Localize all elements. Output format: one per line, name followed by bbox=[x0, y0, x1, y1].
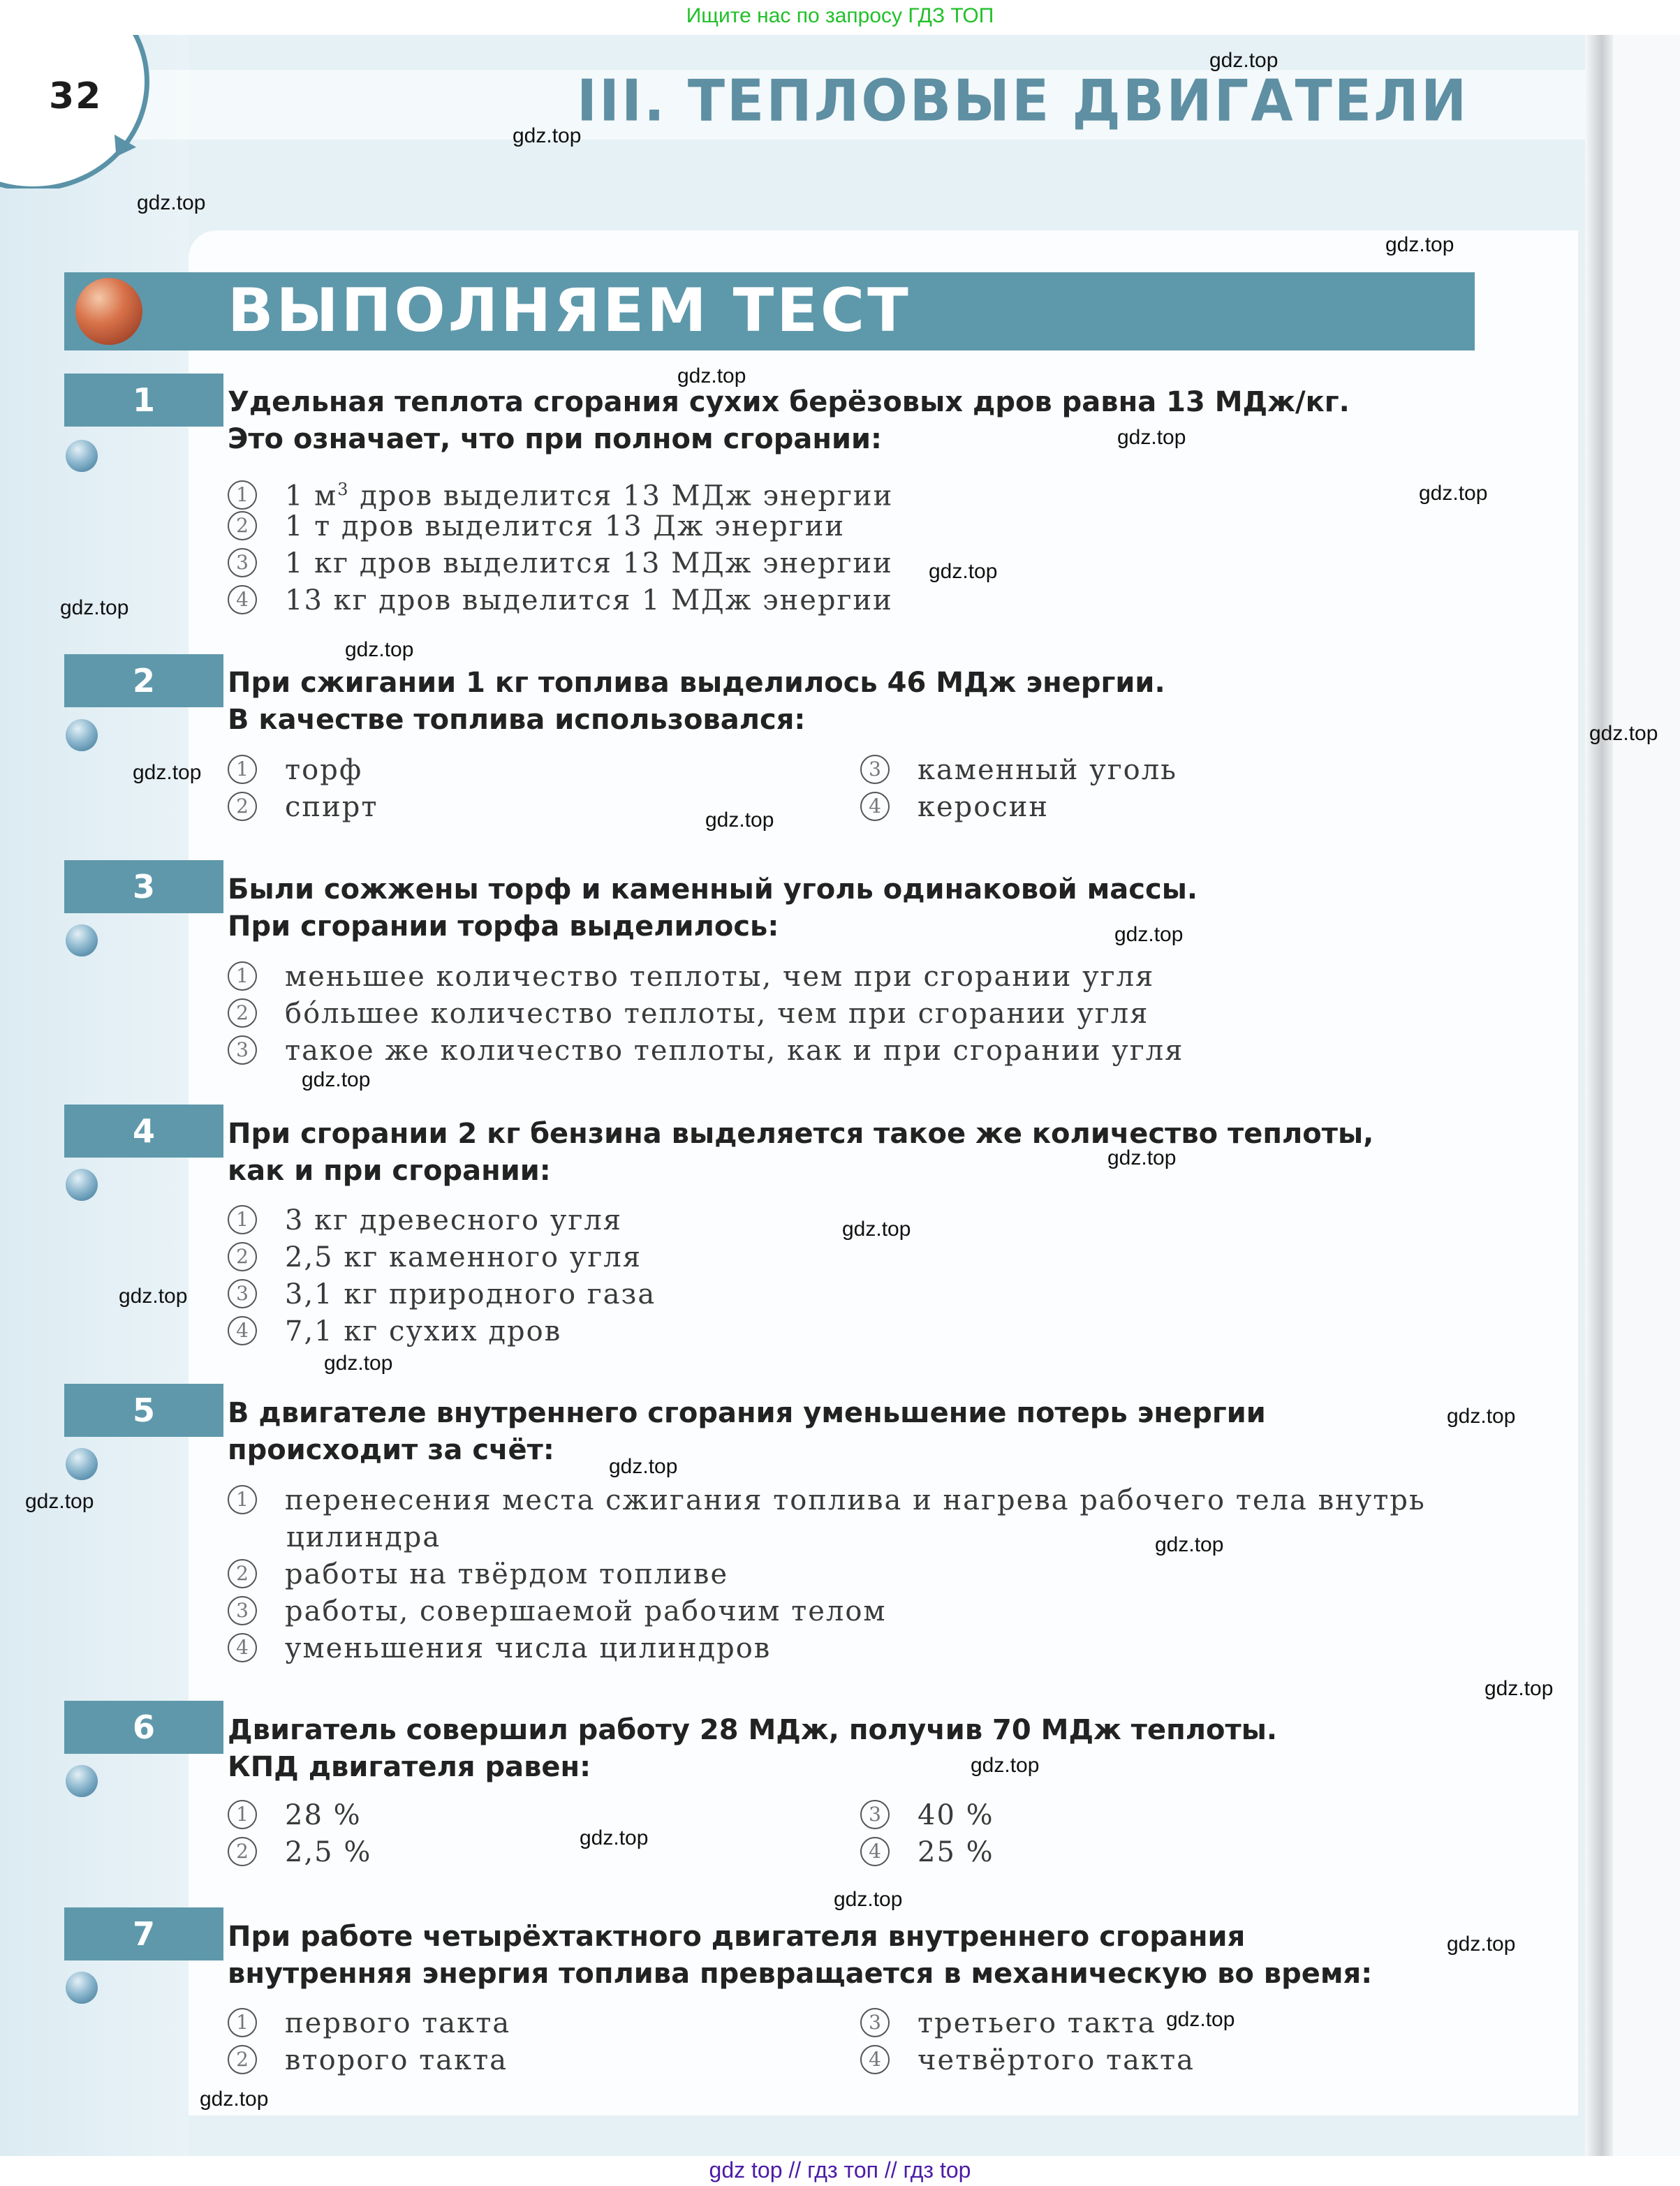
option-text: цилиндра bbox=[286, 1521, 441, 1553]
answer-option[interactable] bbox=[228, 959, 1154, 996]
option-text: спирт bbox=[285, 791, 378, 823]
option-number-circle: 1 bbox=[228, 1800, 257, 1829]
option-number-circle: 3 bbox=[228, 548, 257, 577]
option-text: 25 % bbox=[918, 1836, 994, 1868]
question-number-tab: 5 bbox=[64, 1384, 223, 1437]
watermark: gdz.top bbox=[60, 596, 129, 619]
question-number-tab: 6 bbox=[64, 1701, 223, 1754]
option-number-circle: 2 bbox=[228, 998, 257, 1028]
option-text: дров выделится 13 МДж энергии bbox=[349, 480, 894, 512]
watermark: gdz.top bbox=[200, 2088, 269, 2111]
question-text bbox=[228, 1395, 1266, 1469]
watermark: gdz.top bbox=[1484, 1677, 1554, 1700]
blue-ball-icon bbox=[66, 440, 98, 472]
footer-text: gdz top // гдз топ // гдз top bbox=[709, 2157, 971, 2183]
search-banner-text: Ищите нас по запросу ГДЗ ТОП bbox=[686, 4, 994, 27]
blue-ball-icon bbox=[66, 924, 98, 957]
option-number-circle: 3 bbox=[228, 1596, 257, 1625]
option-text: торф bbox=[285, 754, 363, 786]
watermark: gdz.top bbox=[1589, 722, 1658, 745]
option-text: перенесения места сжигания топлива и нагрева рабочего тела внутрь bbox=[285, 1484, 1426, 1516]
option-number-circle: 2 bbox=[228, 2045, 257, 2074]
section-title: ВЫПОЛНЯЕМ ТЕСТ bbox=[228, 276, 911, 346]
answer-option[interactable] bbox=[228, 1482, 1426, 1519]
watermark: gdz.top bbox=[345, 638, 414, 661]
answer-option[interactable] bbox=[228, 1797, 362, 1834]
option-text: керосин bbox=[918, 791, 1049, 823]
watermark: gdz.top bbox=[119, 1285, 188, 1308]
option-text: работы, совершаемой рабочим телом bbox=[285, 1595, 887, 1627]
option-text: четвёртого такта bbox=[918, 2044, 1195, 2076]
option-number-circle: 4 bbox=[860, 792, 890, 821]
question-line: Удельная теплота сгорания сухих берёзовых дров равна 13 МДж/кг. bbox=[228, 386, 1350, 418]
watermark: gdz.top bbox=[302, 1068, 371, 1091]
question-text bbox=[228, 871, 1198, 945]
watermark: gdz.top bbox=[1209, 49, 1279, 72]
option-number-circle: 2 bbox=[228, 1559, 257, 1588]
option-number-circle: 3 bbox=[860, 1800, 890, 1829]
option-number-circle: 2 bbox=[228, 511, 257, 540]
question-text bbox=[228, 1919, 1372, 1993]
option-number-circle: 2 bbox=[228, 792, 257, 821]
answer-option[interactable] bbox=[228, 1593, 887, 1630]
answer-option[interactable] bbox=[860, 2005, 1156, 2042]
book-spine bbox=[1585, 35, 1613, 2157]
answer-option[interactable] bbox=[228, 1033, 1184, 1070]
option-text: работы на твёрдом топливе bbox=[285, 1558, 729, 1590]
option-number-circle: 1 bbox=[228, 2008, 257, 2037]
option-text: 40 % bbox=[918, 1799, 994, 1831]
option-text: 1 т дров выделится 13 Дж энергии bbox=[285, 510, 846, 542]
option-number-circle: 1 bbox=[228, 480, 257, 510]
option-number-circle: 3 bbox=[860, 755, 890, 784]
option-number-circle: 1 bbox=[228, 1205, 257, 1234]
watermark: gdz.top bbox=[971, 1754, 1040, 1777]
question-number-tab: 1 bbox=[64, 374, 223, 427]
option-text: 2,5 кг каменного угля bbox=[285, 1241, 642, 1273]
answer-option-continuation bbox=[286, 1519, 441, 1556]
answer-option[interactable] bbox=[228, 1276, 656, 1313]
watermark: gdz.top bbox=[1166, 2008, 1235, 2031]
watermark: gdz.top bbox=[609, 1455, 678, 1478]
answer-option[interactable] bbox=[228, 1630, 771, 1667]
answer-option[interactable] bbox=[228, 789, 378, 826]
search-banner bbox=[0, 0, 1680, 35]
footer-links bbox=[0, 2156, 1680, 2186]
question-line: При сжигании 1 кг топлива выделилось 46 МДж энергии. bbox=[228, 667, 1165, 699]
option-text: 28 % bbox=[285, 1799, 362, 1831]
option-text: 13 кг дров выделится 1 МДж энергии bbox=[285, 584, 893, 616]
option-text: первого такта bbox=[285, 2007, 511, 2039]
blue-ball-icon bbox=[66, 1765, 98, 1797]
option-number-circle: 3 bbox=[228, 1279, 257, 1308]
question-text bbox=[228, 665, 1165, 739]
blue-ball-icon bbox=[66, 1972, 98, 2004]
watermark: gdz.top bbox=[834, 1888, 903, 1911]
option-text: третьего такта bbox=[918, 2007, 1156, 2039]
option-number-circle: 4 bbox=[228, 1316, 257, 1345]
option-number-circle: 3 bbox=[228, 1035, 257, 1065]
next-page-edge bbox=[1613, 35, 1680, 2157]
watermark: gdz.top bbox=[1447, 1933, 1516, 1956]
option-text: бо́льшее количество теплоты, чем при сгорании угля bbox=[285, 998, 1149, 1030]
option-number-circle: 4 bbox=[228, 585, 257, 614]
option-text: каменный уголь bbox=[918, 754, 1177, 786]
answer-option[interactable] bbox=[228, 508, 845, 545]
question-text bbox=[228, 1712, 1277, 1786]
answer-option[interactable] bbox=[228, 996, 1149, 1033]
question-number-tab: 2 bbox=[64, 654, 223, 707]
option-text: 1 м bbox=[285, 480, 338, 512]
option-text: 1 кг дров выделится 13 МДж энергии bbox=[285, 547, 893, 579]
watermark: gdz.top bbox=[513, 124, 582, 147]
answer-option[interactable] bbox=[228, 1556, 728, 1593]
question-line: Это означает, что при полном сгорании: bbox=[228, 423, 883, 455]
watermark: gdz.top bbox=[1419, 482, 1488, 505]
watermark: gdz.top bbox=[705, 808, 774, 832]
answer-option[interactable] bbox=[228, 2042, 508, 2079]
question-number-tab: 4 bbox=[64, 1105, 223, 1158]
question-line: В качестве топлива использовался: bbox=[228, 704, 806, 736]
chapter-title: III. ТЕПЛОВЫЕ ДВИГАТЕЛИ bbox=[577, 68, 1469, 135]
answer-option[interactable] bbox=[860, 1834, 994, 1871]
answer-option[interactable] bbox=[228, 582, 893, 619]
watermark: gdz.top bbox=[25, 1490, 94, 1513]
watermark: gdz.top bbox=[677, 364, 746, 387]
answer-option[interactable] bbox=[228, 1313, 561, 1350]
question-line: При сгорании торфа выделилось: bbox=[228, 910, 779, 943]
answer-option[interactable] bbox=[860, 752, 1177, 789]
option-number-circle: 1 bbox=[228, 961, 257, 991]
question-line: При сгорании 2 кг бензина выделяется такое же количество теплоты, bbox=[228, 1118, 1374, 1150]
watermark: gdz.top bbox=[133, 761, 202, 784]
answer-option[interactable] bbox=[860, 2042, 1195, 2079]
question-line: При работе четырёхтактного двигателя внутреннего сгорания bbox=[228, 1921, 1246, 1953]
option-text: такое же количество теплоты, как и при сгорании угля bbox=[285, 1035, 1184, 1067]
blue-ball-icon bbox=[66, 1169, 98, 1201]
watermark: gdz.top bbox=[929, 560, 998, 583]
option-number-circle: 4 bbox=[860, 2045, 890, 2074]
question-line: происходит за счёт: bbox=[228, 1434, 554, 1466]
superscript: 3 bbox=[337, 480, 350, 499]
answer-option[interactable] bbox=[228, 1239, 642, 1276]
option-number-circle: 1 bbox=[228, 1485, 257, 1514]
answer-option[interactable] bbox=[228, 2005, 510, 2042]
option-number-circle: 1 bbox=[228, 755, 257, 784]
orange-ball-icon bbox=[75, 278, 142, 345]
answer-option[interactable] bbox=[228, 1834, 371, 1871]
blue-ball-icon bbox=[66, 719, 98, 751]
option-text: 3 кг древесного угля bbox=[285, 1204, 622, 1236]
question-line: Двигатель совершил работу 28 МДж, получив 70 МДж теплоты. bbox=[228, 1714, 1278, 1746]
question-line: внутренняя энергия топлива превращается в механическую во время: bbox=[228, 1958, 1373, 1990]
watermark: gdz.top bbox=[1114, 923, 1184, 946]
blue-ball-icon bbox=[66, 1448, 98, 1480]
option-number-circle: 3 bbox=[860, 2008, 890, 2037]
watermark: gdz.top bbox=[137, 191, 206, 214]
watermark: gdz.top bbox=[1117, 426, 1186, 449]
watermark: gdz.top bbox=[580, 1826, 649, 1849]
watermark: gdz.top bbox=[1385, 233, 1454, 256]
option-number-circle: 4 bbox=[228, 1633, 257, 1662]
option-text: 3,1 кг природного газа bbox=[285, 1278, 656, 1310]
watermark: gdz.top bbox=[1107, 1146, 1177, 1169]
option-text: 7,1 кг сухих дров bbox=[285, 1315, 562, 1347]
answer-option[interactable] bbox=[860, 1797, 994, 1834]
question-line: как и при сгорании: bbox=[228, 1155, 551, 1187]
question-text bbox=[228, 1116, 1373, 1190]
option-number-circle: 2 bbox=[228, 1837, 257, 1866]
answer-option[interactable] bbox=[860, 789, 1049, 826]
question-number-tab: 3 bbox=[64, 860, 223, 913]
watermark: gdz.top bbox=[842, 1218, 911, 1241]
watermark: gdz.top bbox=[1447, 1405, 1516, 1428]
left-margin-strip bbox=[0, 35, 189, 2157]
option-text: меньшее количество теплоты, чем при сгорании угля bbox=[285, 961, 1155, 993]
option-text: уменьшения числа цилиндров bbox=[285, 1632, 772, 1664]
option-text: второго такта bbox=[285, 2044, 508, 2076]
page-number: 32 bbox=[49, 75, 103, 117]
question-line: В двигателе внутреннего сгорания уменьшение потерь энергии bbox=[228, 1397, 1266, 1429]
question-line: Были сожжены торф и каменный уголь одинаковой массы. bbox=[228, 873, 1198, 906]
answer-option[interactable] bbox=[228, 545, 893, 582]
watermark: gdz.top bbox=[1155, 1533, 1224, 1556]
option-text: 2,5 % bbox=[285, 1836, 372, 1868]
watermark: gdz.top bbox=[324, 1352, 393, 1375]
question-number-tab: 7 bbox=[64, 1907, 223, 1960]
answer-option[interactable] bbox=[228, 752, 362, 789]
option-number-circle: 2 bbox=[228, 1242, 257, 1271]
question-line: КПД двигателя равен: bbox=[228, 1751, 591, 1783]
answer-option[interactable] bbox=[228, 1202, 622, 1239]
option-number-circle: 4 bbox=[860, 1837, 890, 1866]
